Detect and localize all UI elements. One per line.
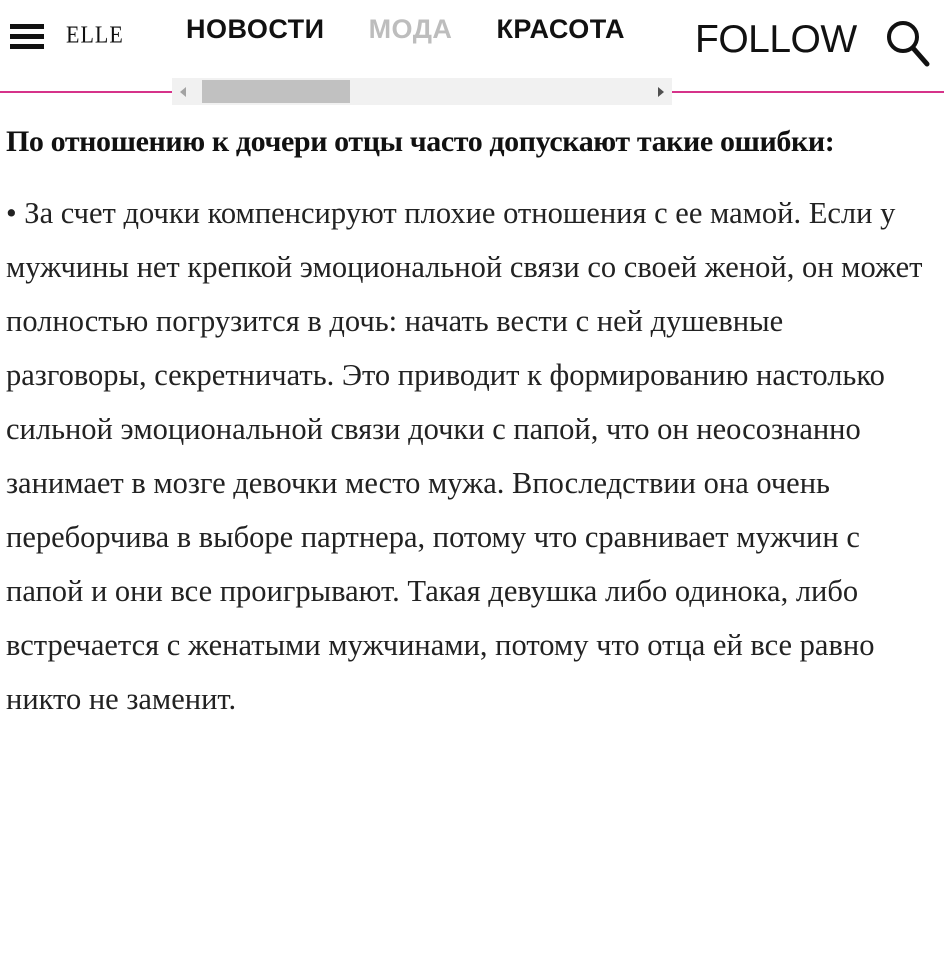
article-paragraph: • За счет дочки компенсируют плохие отношения с ее мамой. Если у мужчины нет крепкой эмоциональной связи со своей женой, он может полностью погрузится в дочь: начать вести с ней душевные разговоры, секретничать. Это приводит к формированию настолько сильной эмоциональной связи дочки с папой, что он неосознанно занимает в мозге девочки место мужа. Впоследствии она очень переборчива в выборе партнера, потому что сравнивает мужчин с папой и они все проигрывают. Такая девушка либо одинока, либо встречается с женатыми мужчинами, потому что отца ей все равно никто не заменит. <box>6 196 923 716</box>
accent-divider-right <box>672 91 944 93</box>
site-header <box>0 0 944 92</box>
arrow-right-icon[interactable] <box>650 78 672 105</box>
nav-item-fashion[interactable]: МОДА <box>368 14 453 44</box>
search-icon[interactable] <box>884 18 930 68</box>
elle-logo[interactable]: ELLE <box>66 20 124 49</box>
nav-item-news[interactable]: НОВОСТИ <box>186 14 325 44</box>
accent-divider-left <box>0 91 172 93</box>
hamburger-menu-icon[interactable] <box>10 24 44 50</box>
scrollbar-thumb[interactable] <box>202 80 350 103</box>
nav-item-beauty[interactable]: КРАСОТА <box>496 14 625 44</box>
nav-horizontal-scrollbar[interactable] <box>172 78 672 105</box>
article-subheading: По отношению к дочери отцы часто допускают такие ошибки: <box>6 125 835 158</box>
arrow-left-icon[interactable] <box>172 78 194 105</box>
section-nav-track <box>186 14 669 45</box>
follow-button[interactable]: FOLLOW <box>695 18 857 61</box>
section-nav <box>172 0 672 64</box>
article-body <box>6 110 926 726</box>
